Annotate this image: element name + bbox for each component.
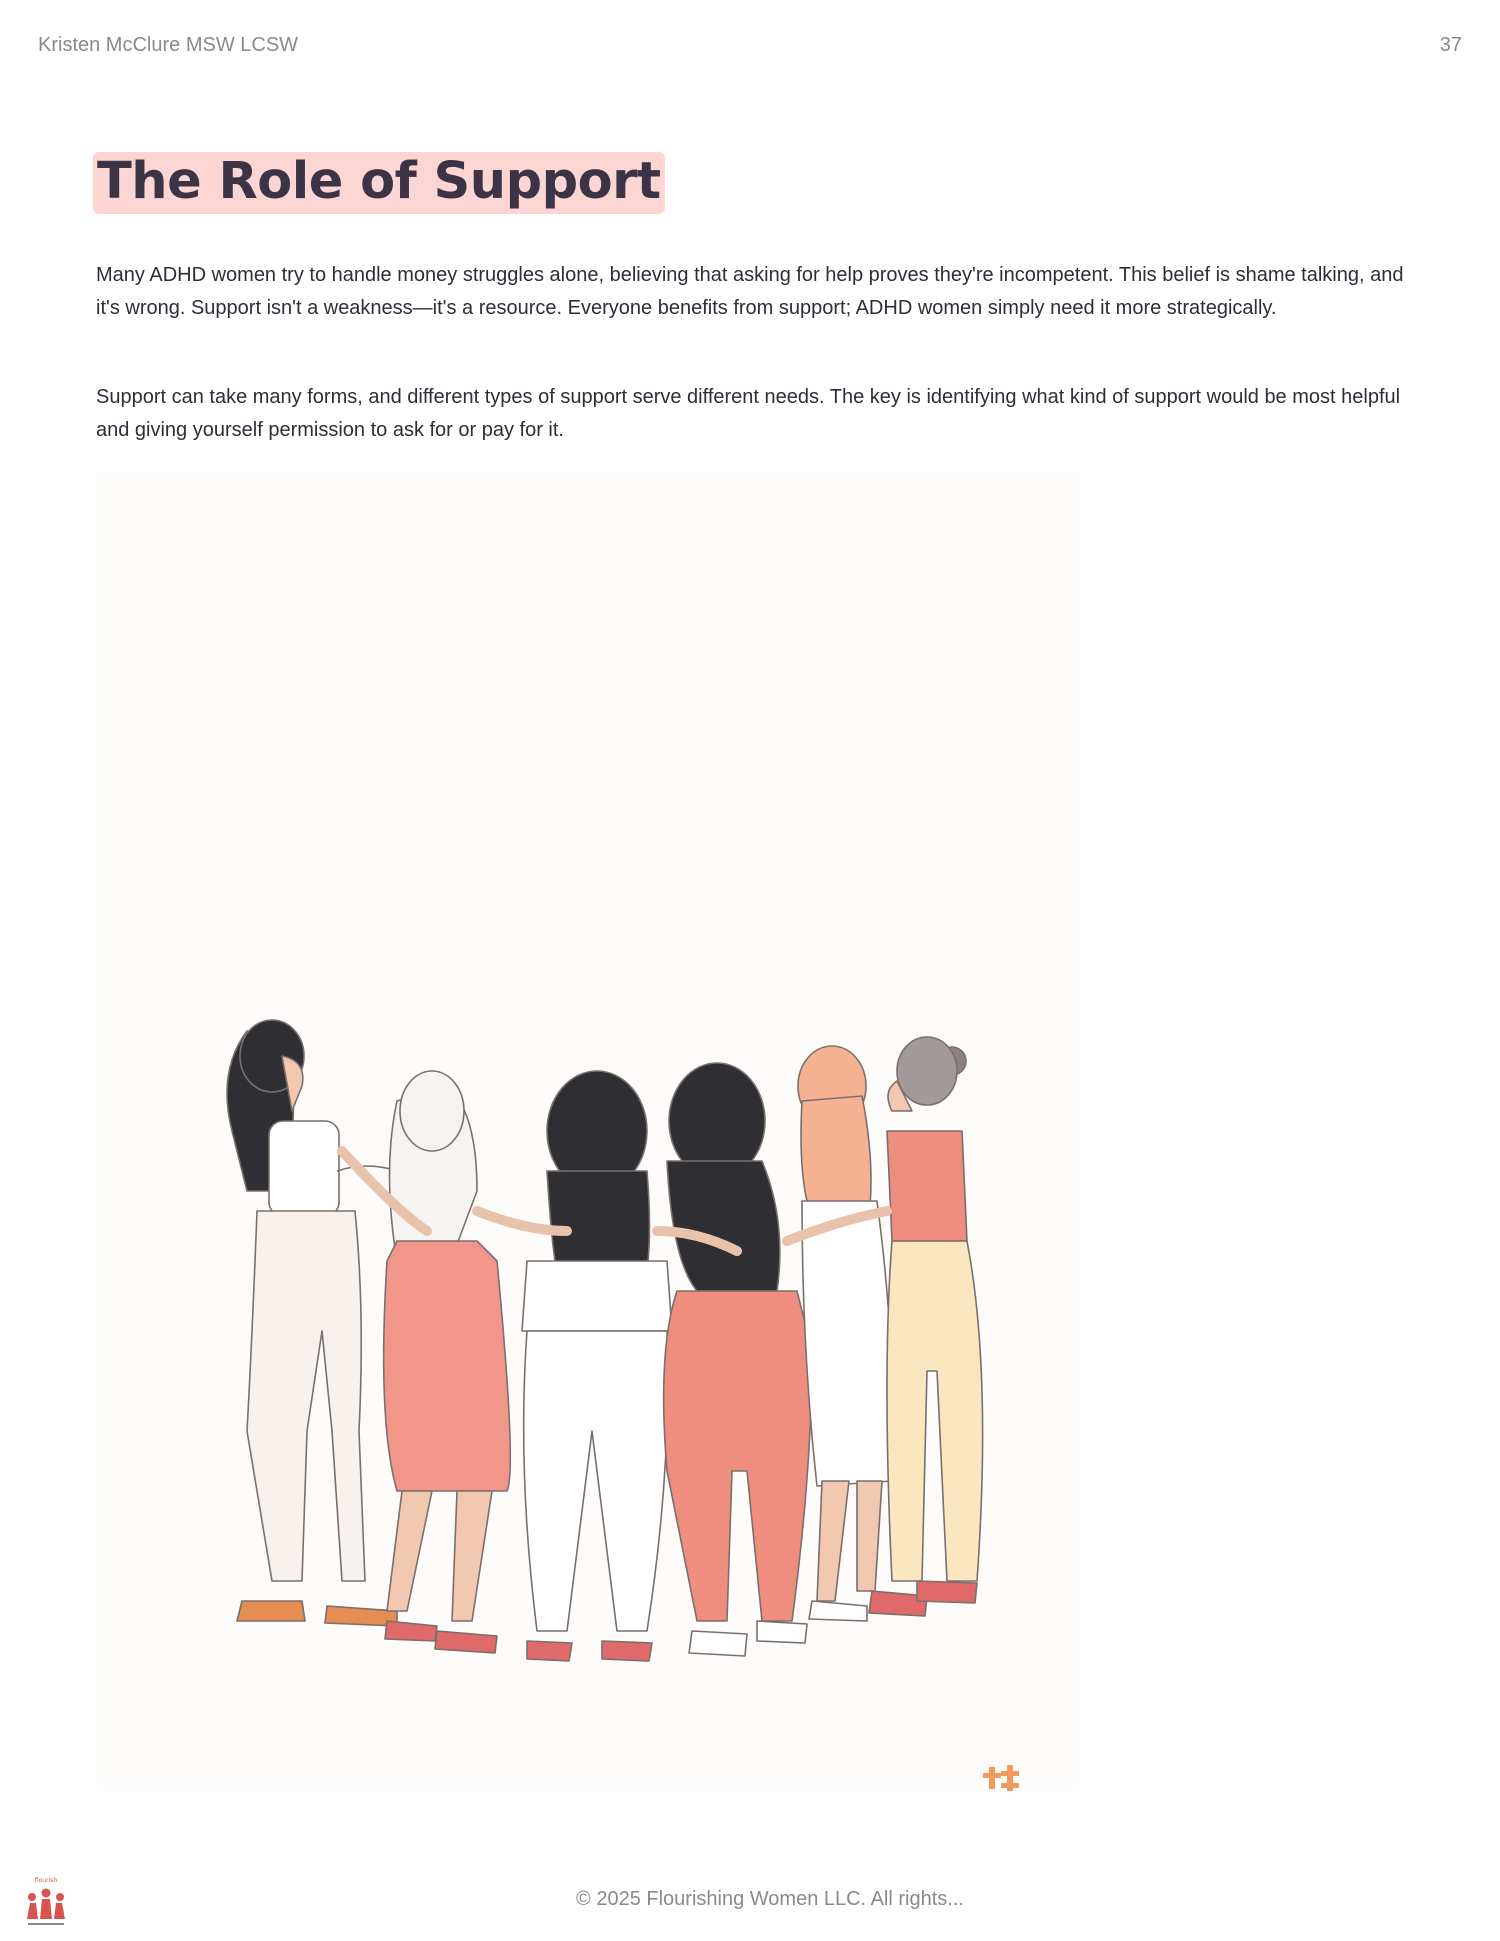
woman-3-figure bbox=[522, 1071, 672, 1661]
body-paragraph-1: Many ADHD women try to handle money struggles alone, believing that asking for help proves they're incompetent. This belief is shame talking, and it's wrong. Support isn't a weakness—it's a resource. Everyone benefits from support; ADHD women simply need it more strategically. bbox=[96, 264, 1404, 319]
illustration-women-group bbox=[97, 471, 1079, 1791]
page-number: 37 bbox=[1439, 34, 1462, 56]
artist-signature-mark bbox=[983, 1765, 1019, 1791]
footer-copyright: © 2025 Flourishing Women LLC. All rights... bbox=[576, 1888, 964, 1910]
body-paragraph-2: Support can take many forms, and different types of support serve different needs. The key is identifying what kind of support would be most helpful and giving yourself permission to ask for or pay for it. bbox=[96, 386, 1401, 441]
woman-2-figure bbox=[384, 1071, 511, 1653]
woman-5-figure bbox=[798, 1046, 893, 1621]
woman-1-figure bbox=[227, 1020, 397, 1626]
woman-4-figure bbox=[664, 1063, 812, 1656]
page-title: The Role of Support bbox=[97, 152, 661, 211]
title-highlight bbox=[93, 152, 665, 214]
running-header-author: Kristen McClure MSW LCSW bbox=[38, 34, 299, 56]
svg-text:flourish: flourish bbox=[34, 1877, 58, 1884]
